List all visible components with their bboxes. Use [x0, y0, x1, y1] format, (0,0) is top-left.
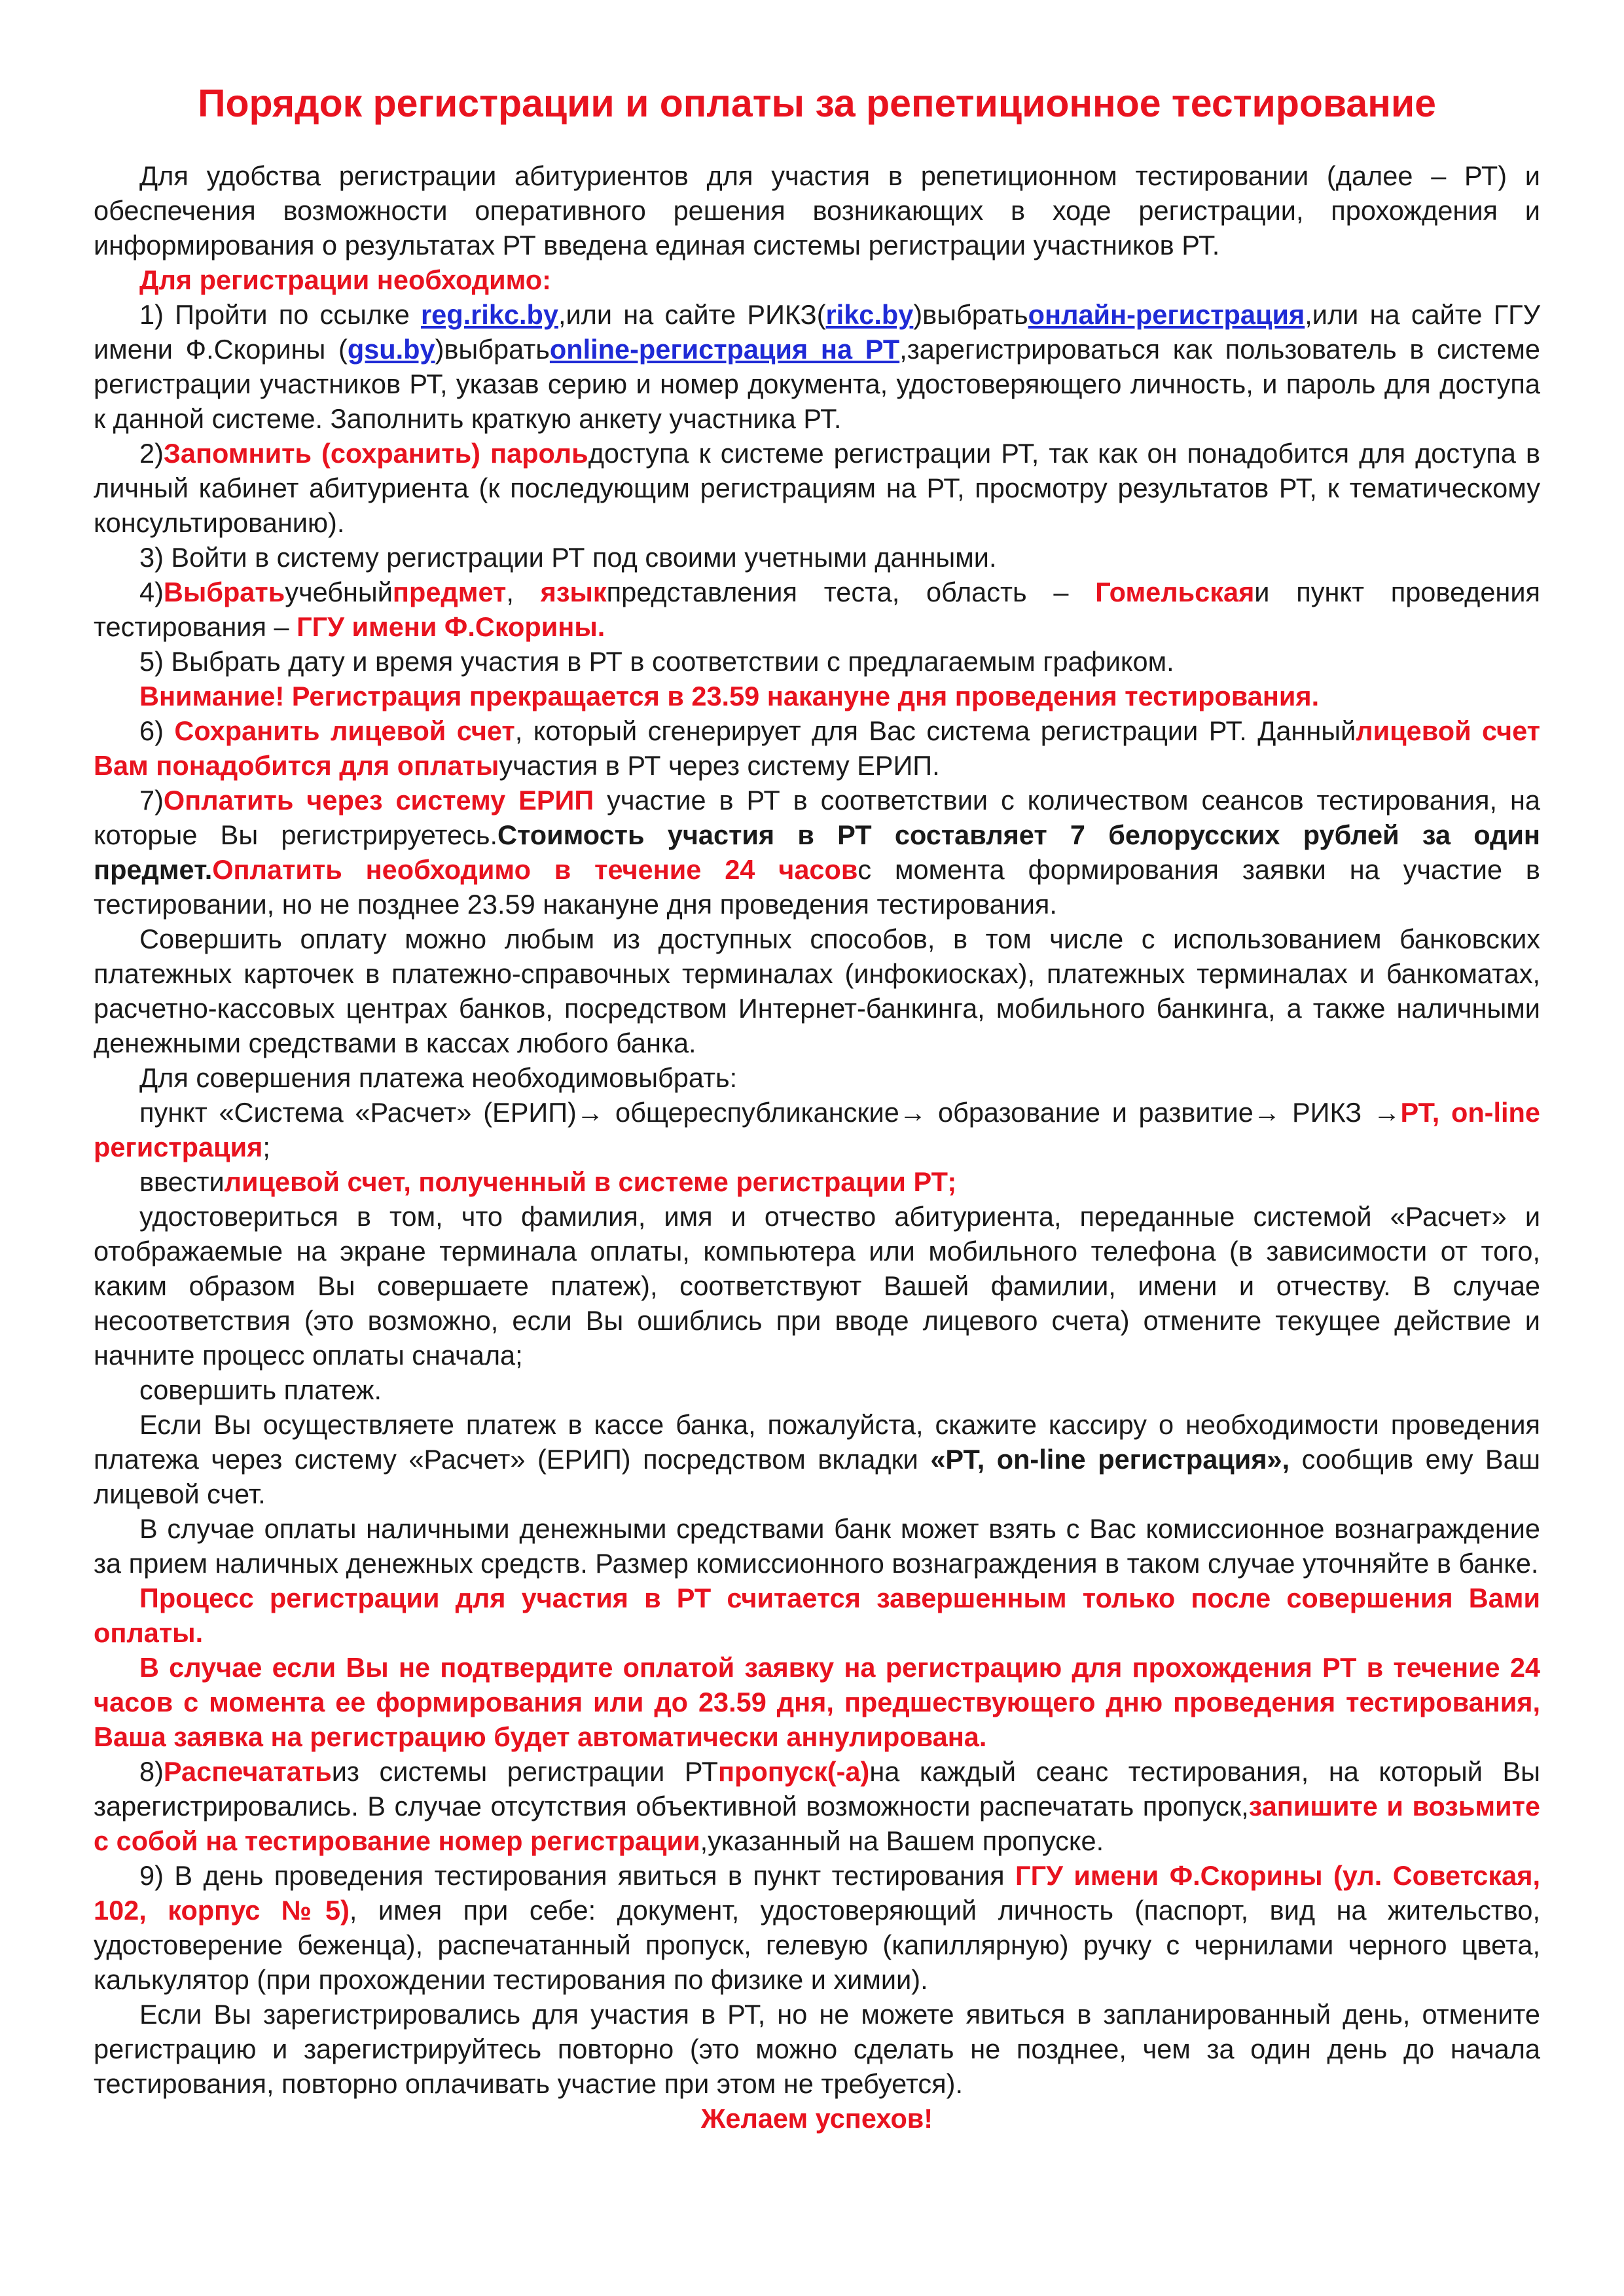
payment-item-4: совершить платеж.	[139, 1374, 382, 1405]
attention-notice: Внимание! Регистрация прекращается в 23.59 накануне дня проведения тестирования.	[139, 681, 1320, 711]
step-4-text-d: представления теста, область –	[606, 577, 1096, 607]
payment-item-1-highlight: РТ, on-line регистрация	[94, 1097, 1540, 1162]
registration-heading: Для регистрации необходимо:	[139, 264, 551, 295]
step-8-text-b: из системы регистрации РТ	[331, 1756, 719, 1787]
payment-item-2-highlight: лицевой счет, полученный в системе регистрации РТ;	[224, 1166, 957, 1197]
step-6-account-needed: лицевой счет Вам понадобится для оплаты	[94, 715, 1540, 781]
bank-text-b: сообщив ему Ваш лицевой счет.	[94, 1444, 1540, 1509]
step-4-text-b: учебный	[285, 577, 393, 607]
payment-item-1-text: пункт «Система «Расчет» (ЕРИП)→ общереспубликанские→ образование и развитие→ РИКЗ →	[139, 1097, 1401, 1128]
step-1-text-e: )выбрать	[435, 334, 550, 365]
step-5: 5) Выбрать дату и время участия в РТ в соответствии с предлагаемым графиком.	[139, 646, 1174, 677]
step-8-text-c: на каждый сеанс тестирования, на который Вы зарегистрировались. В случае отсутствия объективной возможности распечатать пропуск,	[94, 1756, 1540, 1821]
step-2-highlight: Запомнить (сохранить) пароль	[163, 438, 588, 469]
gsu-online-registration-link[interactable]: online-регистрация на РТ	[549, 334, 900, 365]
step-7	[94, 783, 1540, 922]
step-7-deadline: Оплатить необходимо в течение 24 часов	[212, 854, 858, 885]
step-4-subject: предмет	[392, 577, 507, 607]
step-9	[94, 1858, 1540, 1997]
bank-tab-name: «РТ, on-line регистрация»,	[930, 1444, 1290, 1475]
step-4-choose: Выбрать	[163, 577, 285, 607]
commission-paragraph: В случае оплаты наличными денежными средствами банк может взять с Вас комиссионное вознаграждение за прием наличных денежных средств. Размер комиссионного вознаграждения в таком случае уточняйте в банке.	[94, 1513, 1540, 1579]
step-7-price: Стоимость участия в РТ составляет 7 белорусских рублей за один предмет.	[94, 819, 1540, 885]
step-1-text-f: ,зарегистрироваться как пользователь в системе регистрации участников РТ, указав серию и номер документа, удостоверяющего личность, и пароль для доступа к данной системе. Заполнить краткую анкету участника РТ.	[94, 334, 1540, 434]
cancellation-warning: В случае если Вы не подтвердите оплатой заявку на регистрацию для прохождения РТ в течение 24 часов с момента ее формирования или до 23.59 дня, предшествующего дню проведения тестирования, Ваша заявка на регистрацию будет автоматически аннулирована.	[94, 1652, 1540, 1752]
payment-item-2	[94, 1164, 1540, 1199]
step-4-text-c: ,	[506, 577, 541, 607]
payment-methods: Совершить оплату можно любым из доступных способов, в том числе с использованием банковских платежных карточек в платежно-справочных терминалах (инфокиосках), платежных терминалах и банкоматах, расчетно-кассовых центрах банков, посредством Интернет-банкинга, мобильного банкинга, а также наличными денежными средствами в кассах любого банка.	[94, 924, 1540, 1058]
step-1-text-d: ,или на сайте ГГУ имени Ф.Скорины (	[94, 299, 1541, 365]
step-4	[94, 575, 1540, 644]
step-7-text-b: участие в РТ в соответствии с количеством сеансов тестирования, на которые Вы регистрируетесь.	[94, 785, 1540, 850]
completion-notice: Процесс регистрации для участия в РТ считается завершенным только после совершения Вами оплаты.	[94, 1583, 1540, 1648]
bank-text-a: Если Вы осуществляете платеж в кассе банка, пожалуйста, скажите кассиру о необходимости проведения платежа через систему «Расчет» (ЕРИП) посредством вкладки	[94, 1409, 1540, 1475]
step-9-venue-address: ГГУ имени Ф.Скорины (ул. Советская, 102, корпус №5)	[94, 1860, 1540, 1926]
payment-instructions-heading: Для совершения платежа необходимовыбрать:	[139, 1062, 738, 1093]
step-4-language: язык	[540, 577, 607, 607]
step-7-text-c: с момента формирования заявки на участие в тестировании, но не позднее 23.59 накануне дня проведения тестирования.	[94, 854, 1540, 920]
step-9-text-b: , имея при себе: документ, удостоверяющий личность (паспорт, вид на жительство, удостоверение беженца), распечатанный пропуск, гелевую (капиллярную) ручку с чернилами черного цвета, калькулятор (при прохождении тестирования по физике и химии).	[94, 1895, 1540, 1995]
step-7-pay-erip: Оплатить через систему ЕРИП	[163, 785, 594, 816]
step-8-text-a: 8)	[139, 1756, 164, 1787]
step-3: 3) Войти в систему регистрации РТ под своими учетными данными.	[139, 542, 997, 573]
step-1-text-a: 1) Пройти по ссылке	[139, 299, 422, 330]
step-6-text-b: , который сгенерирует для Вас система регистрации РТ. Данный	[514, 715, 1356, 746]
step-4-region: Гомельская	[1095, 577, 1255, 607]
payment-item-1-end: ;	[262, 1132, 270, 1162]
payment-item-2-text: ввести	[139, 1166, 225, 1197]
step-6-text-c: участия в РТ через систему ЕРИП.	[499, 750, 940, 781]
step-1	[94, 297, 1540, 436]
step-8-pass: пропуск(-а)	[718, 1756, 870, 1787]
reschedule-paragraph: Если Вы зарегистрировались для участия в РТ, но не можете явиться в запланированный день, отмените регистрацию и зарегистрируйтесь повторно (это можно сделать не позднее, чем за один день до начала тестирования, повторно оплачивать участие при этом не требуется).	[94, 1999, 1540, 2099]
step-8	[94, 1754, 1540, 1858]
step-2-text-b: доступа к системе регистрации РТ, так как он понадобится для доступа в личный кабинет абитуриента (к последующим регистрациям на РТ, просмотру результатов РТ, к тематическому консультированию).	[94, 438, 1540, 538]
step-2-text-a: 2)	[139, 438, 164, 469]
step-4-text-a: 4)	[139, 577, 164, 607]
step-6	[94, 713, 1540, 783]
bank-payment-paragraph	[94, 1407, 1540, 1511]
step-6-save-account: Сохранить лицевой счет	[174, 715, 515, 746]
payment-item-3: удостовериться в том, что фамилия, имя и отчество абитуриента, переданные системой «Расчет» и отображаемые на экране терминала оплаты, компьютера или мобильного телефона (в зависимости от того, каким образом Вы совершаете платеж), соответствуют Вашей фамилии, имени и отчеству. В случае несоответствия (это возможно, если Вы ошиблись при вводе лицевого счета) отмените текущее действие и начните процесс оплаты сначала;	[94, 1201, 1540, 1371]
reg-rikc-link[interactable]: reg.rikc.by	[421, 299, 558, 330]
closing-wish: Желаем успехов!	[700, 2103, 933, 2134]
step-4-text-e: и пункт проведения тестирования –	[94, 577, 1541, 642]
step-4-venue: ГГУ имени Ф.Скорины.	[297, 611, 605, 642]
page-title: Порядок регистрации и оплаты за репетиционное тестирование	[198, 82, 1436, 125]
step-6-text-a: 6)	[139, 715, 175, 746]
step-1-text-c: )выбрать	[913, 299, 1028, 330]
step-8-text-d: ,указанный на Вашем пропуске.	[700, 1825, 1104, 1856]
step-8-print: Распечатать	[163, 1756, 332, 1787]
rikc-link[interactable]: rikc.by	[825, 299, 914, 330]
step-1-text-b: ,или на сайте РИКЗ(	[558, 299, 826, 330]
online-registration-link[interactable]: онлайн-регистрация	[1028, 299, 1305, 330]
step-7-text-a: 7)	[139, 785, 164, 816]
step-2	[94, 436, 1540, 540]
intro-paragraph: Для удобства регистрации абитуриентов для участия в репетиционном тестировании (далее – РТ) и обеспечения возможности оперативного решения возникающих в ходе регистрации, прохождения и информирования о результатах РТ введена единая системы регистрации участников РТ.	[94, 160, 1540, 260]
payment-item-1	[94, 1095, 1540, 1164]
step-9-text-a: 9) В день проведения тестирования явиться в пункт тестирования	[139, 1860, 1016, 1891]
step-8-registration-number: запишите и возьмите с собой на тестирование номер регистрации	[94, 1791, 1540, 1856]
gsu-link[interactable]: gsu.by	[347, 334, 435, 365]
